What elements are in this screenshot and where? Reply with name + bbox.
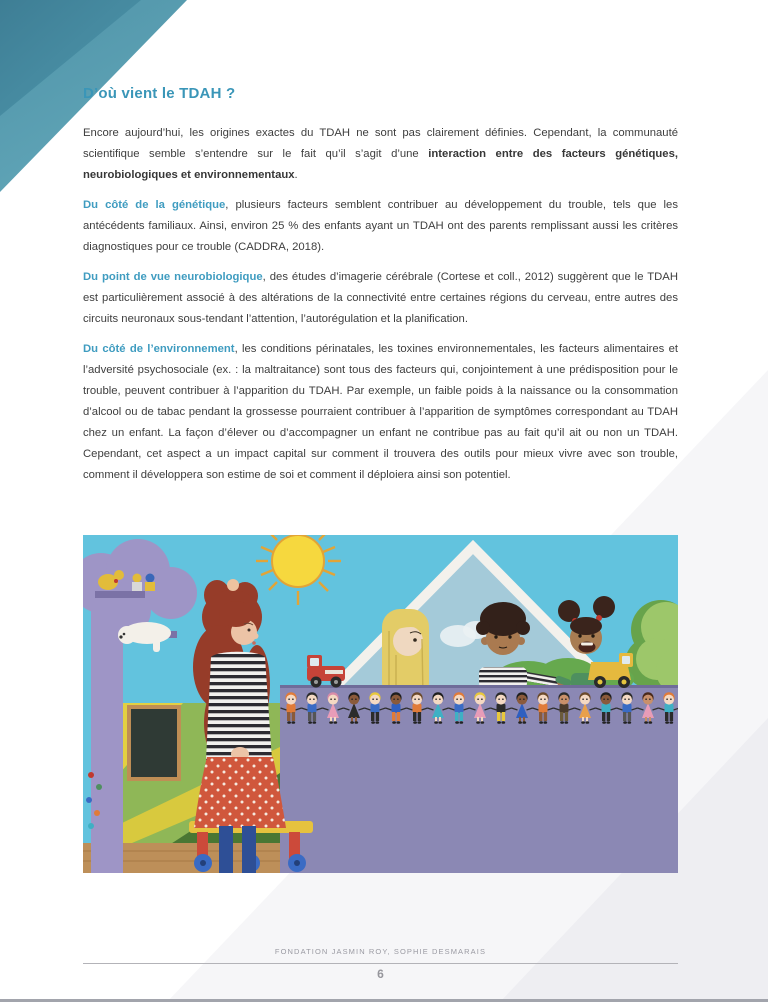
polka-dot-skirt: [194, 757, 286, 828]
paragraph: Du point de vue neurobiologique, des études d’imagerie cérébrale (Cortese et coll., 2012) suggèrent que le TDAH est particulièrement associé à des altérations de la connectivité entre certaines régions du cerveau, entre autres des circuits neuronaux sous-tendant l’attention, l’autorégulation et la planification.: [83, 271, 678, 325]
tights: [219, 826, 233, 873]
body-paragraphs: [83, 123, 678, 486]
article-content: [83, 0, 678, 486]
tv-studio-photo: [83, 535, 678, 873]
footer-organization: FONDATION JASMIN ROY, SOPHIE DESMARAIS: [274, 947, 487, 956]
striped-shirt: [206, 652, 272, 760]
footer-divider: [83, 963, 678, 964]
page-number: 6: [377, 967, 384, 981]
studio-scene: [83, 535, 678, 873]
paragraph: Du côté de l’environnement, les conditions périnatales, les toxines environnementales, les facteurs alimentaires et l’adversité psychosociale (ex. : la maltraitance) sont tous des facteurs qui, conjointement à une prédisposition pour le trouble, peuvent contribuer à l’apparition du TDAH. Par exemple, un faible poids à la naissance ou la consommation d’alcool ou de tabac pendant la grossesse pourraient contribuer à l’apparition de symptômes correspondant au TDAH chez un enfant. La façon d’élever ou d’accompagner un enfant ne contribue pas au fait qu’il ait ou non un TDAH. Cependant, cet aspect a un impact capital sur comment il trouvera des outils pour mieux vivre avec son trouble, comment il développera son estime de soi et comment il déploiera ainsi son potentiel.: [83, 343, 678, 481]
paragraph: Du côté de la génétique, plusieurs facteurs semblent contribuer au développement du trouble, tels que les antécédents familiaux. Ainsi, environ 25 % des enfants ayant un TDAH ont des parents remplissant aussi les critères diagnostiques pour ce trouble (CADDRA, 2018).: [83, 199, 678, 253]
paragraph: Encore aujourd’hui, les origines exactes du TDAH ne sont pas clairement définies. Cependant, la communauté scientifique semble s’entendre sur le fait qu’il s’agit d’une interaction entre des facteurs génétiques, neurobiologiques et environnementaux.: [83, 127, 678, 181]
hair-puff: [227, 579, 239, 591]
page-title: D’où vient le TDAH ?: [83, 85, 236, 102]
